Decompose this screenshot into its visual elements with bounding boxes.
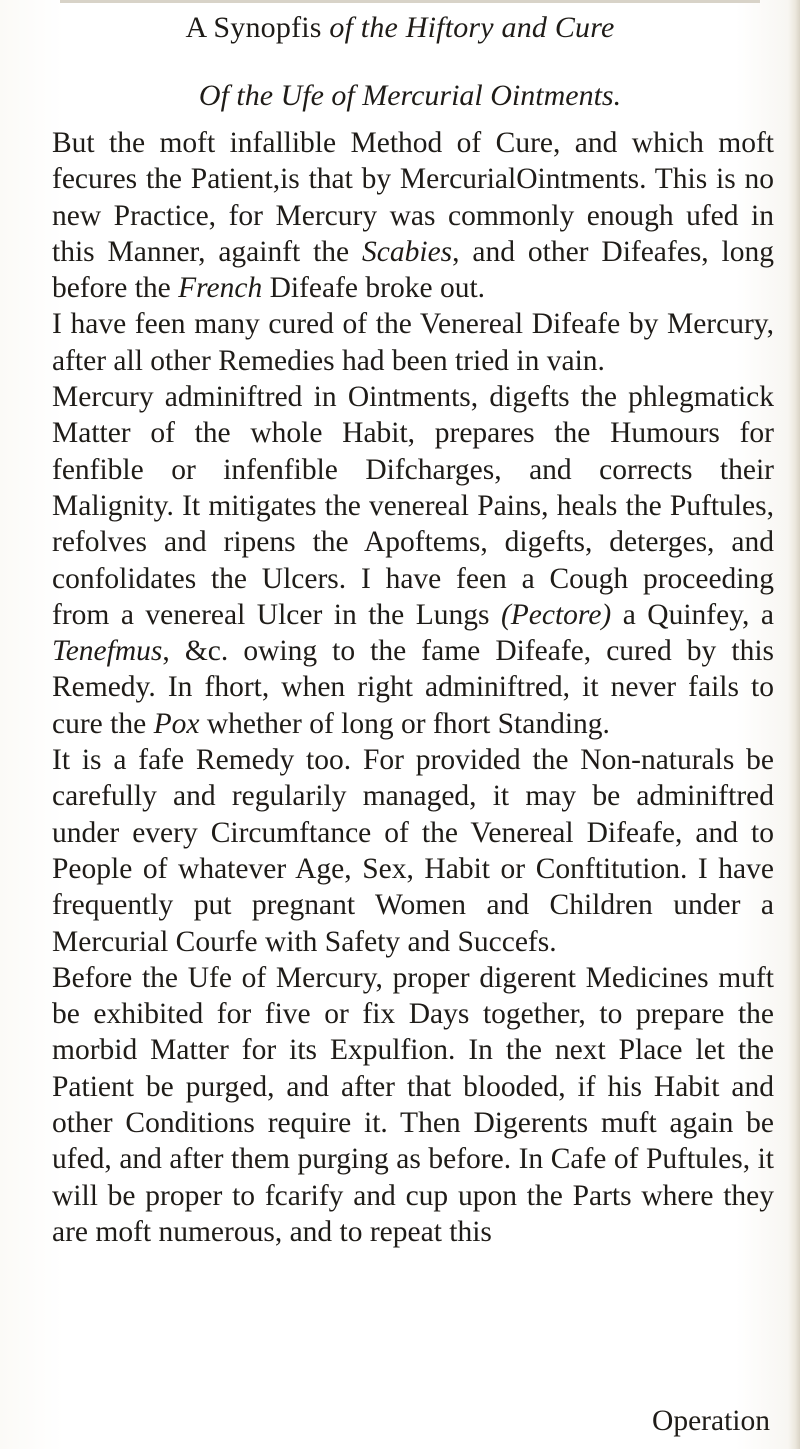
italic-text: Tenefmus (52, 635, 163, 668)
text-run: I have feen many cured of the Venereal Difeafe by Mercury, after all other Remedies had been tried in vain. (52, 308, 774, 377)
text-run: Difeafe broke out. (262, 272, 486, 305)
italic-text: Pox (153, 707, 200, 740)
text-run: Before the Ufe of Mercury, proper digerent Medicines muft be exhibited for five or fix Days together, to prepare the morbid Matter for its Expulfion. In the next Place let the Patient be purged, and after that blooded, if his Habit and other Conditions require it. Then Digerents muft again be ufed, and after them purging as before. In Cafe of Puftules, it will be proper to fcarify and cup upon the Parts where they are moft numerous, and to repeat this (52, 961, 774, 1248)
paragraph (52, 379, 774, 742)
paragraph (52, 742, 774, 960)
running-head-subtitle: of the Hiftory and Cure (329, 11, 615, 44)
section-title: Of the Ufe of Mercurial Ointments. (198, 79, 622, 112)
text-run: But the moft infallible Method of Cure, and which moft fecures the Patient,is that by MercurialOintments. This is no new Practice, for Mercury was commonly enough ufed in this Manner, againft the (52, 127, 774, 268)
text-run: whether of long or fhort Standing. (199, 707, 610, 740)
text-run: , &c. owing to the fame Difeafe, cured by this Remedy. In fhort, when right adminiftred, it never fails to cure the (52, 635, 774, 740)
italic-text: French (178, 272, 263, 305)
paragraph (52, 306, 774, 379)
italic-text: Scabies (362, 235, 453, 268)
paragraph (52, 125, 774, 306)
text-run: , and other Difeafes, long before the (52, 235, 774, 305)
running-head-title: A Synopfis (185, 11, 322, 44)
page-top-rule (60, 0, 760, 3)
running-head (90, 10, 710, 46)
text-run: a Quinfey, a (611, 598, 774, 631)
paragraph (52, 960, 774, 1250)
text-run: It is a fafe Remedy too. For provided the Non-naturals be carefully and regularily managed, it may be adminiftred under every Circumftance of the Venereal Difeafe, and to People of whatever Age, Sex, Habit or Conftitution. I have frequently put pregnant Women and Children under a Mercurial Courfe with Safety and Succefs. (52, 744, 774, 958)
italic-text: (Pectore) (500, 598, 612, 631)
body-text (52, 125, 774, 1250)
text-run: Mercury adminiftred in Ointments, digefts the phlegmatick Matter of the whole Habit, prepares the Humours for fenfible or infenfible Difcharges, and corrects their Malignity. It mitigates the venereal Pains, heals the Puftules, refolves and ripens the Apoftems, digefts, deterges, and confolidates the Ulcers. I have feen a Cough proceeding from a venereal Ulcer in the Lungs (52, 381, 774, 631)
page-gutter-shadow (788, 0, 800, 1449)
catchword: Operation (652, 1405, 770, 1437)
